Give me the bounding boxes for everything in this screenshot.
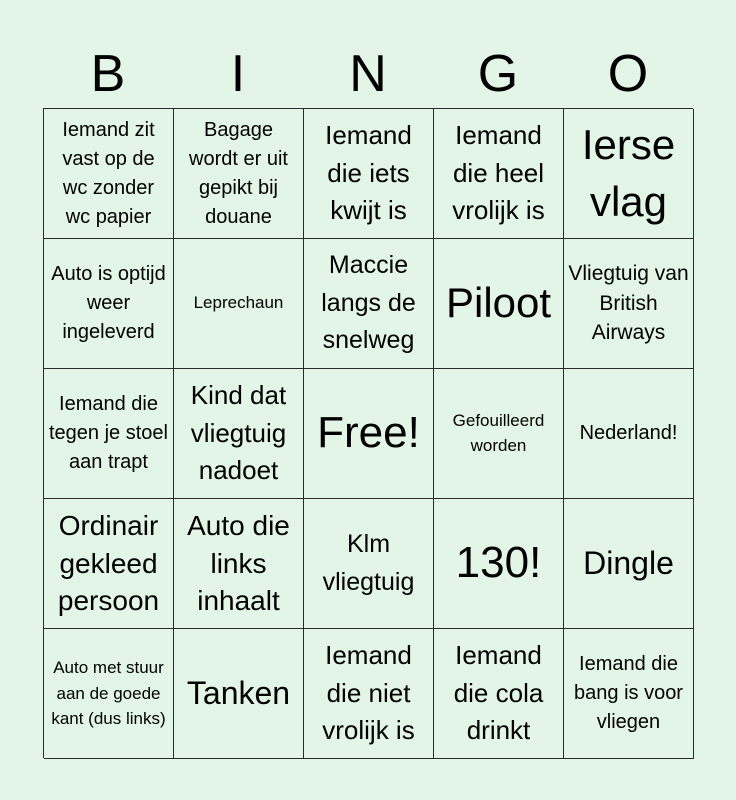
bingo-cell-5-3[interactable]: Iemand die niet vrolijk is: [304, 629, 434, 759]
bingo-cell-2-3[interactable]: Maccie langs de snelweg: [304, 239, 434, 369]
bingo-cell-1-5[interactable]: Ierse vlag: [564, 109, 694, 239]
bingo-cell-2-2[interactable]: Leprechaun: [174, 239, 304, 369]
bingo-cell-5-2[interactable]: Tanken: [174, 629, 304, 759]
bingo-header: [43, 40, 693, 108]
bingo-cell-5-1[interactable]: Auto met stuur aan de goede kant (dus links): [44, 629, 174, 759]
bingo-cell-1-1[interactable]: Iemand zit vast op de wc zonder wc papier: [44, 109, 174, 239]
bingo-cell-2-1[interactable]: Auto is optijd weer ingeleverd: [44, 239, 174, 369]
bingo-cell-1-4[interactable]: Iemand die heel vrolijk is: [434, 109, 564, 239]
bingo-cell-3-5[interactable]: Nederland!: [564, 369, 694, 499]
bingo-cell-2-5[interactable]: Vliegtuig van British Airways: [564, 239, 694, 369]
bingo-cell-3-2[interactable]: Kind dat vliegtuig nadoet: [174, 369, 304, 499]
bingo-cell-4-1[interactable]: Ordinair gekleed persoon: [44, 499, 174, 629]
header-letter-o: O: [607, 45, 649, 103]
bingo-cell-5-4[interactable]: Iemand die cola drinkt: [434, 629, 564, 759]
bingo-cell-4-5[interactable]: Dingle: [564, 499, 694, 629]
bingo-cell-5-5[interactable]: Iemand die bang is voor vliegen: [564, 629, 694, 759]
header-letter-b: B: [90, 45, 126, 103]
bingo-cell-3-3[interactable]: Free!: [304, 369, 434, 499]
header-letter-n: N: [349, 45, 387, 103]
bingo-cell-4-4[interactable]: 130!: [434, 499, 564, 629]
bingo-cell-1-3[interactable]: Iemand die iets kwijt is: [304, 109, 434, 239]
bingo-card-grid: [43, 108, 693, 758]
bingo-cell-2-4[interactable]: Piloot: [434, 239, 564, 369]
header-letter-g: G: [477, 45, 519, 103]
bingo-cell-3-1[interactable]: Iemand die tegen je stoel aan trapt: [44, 369, 174, 499]
bingo-cell-4-3[interactable]: Klm vliegtuig: [304, 499, 434, 629]
bingo-cell-1-2[interactable]: Bagage wordt er uit gepikt bij douane: [174, 109, 304, 239]
header-letter-i: I: [230, 45, 246, 103]
bingo-cell-3-4[interactable]: Gefouilleerd worden: [434, 369, 564, 499]
bingo-cell-4-2[interactable]: Auto die links inhaalt: [174, 499, 304, 629]
